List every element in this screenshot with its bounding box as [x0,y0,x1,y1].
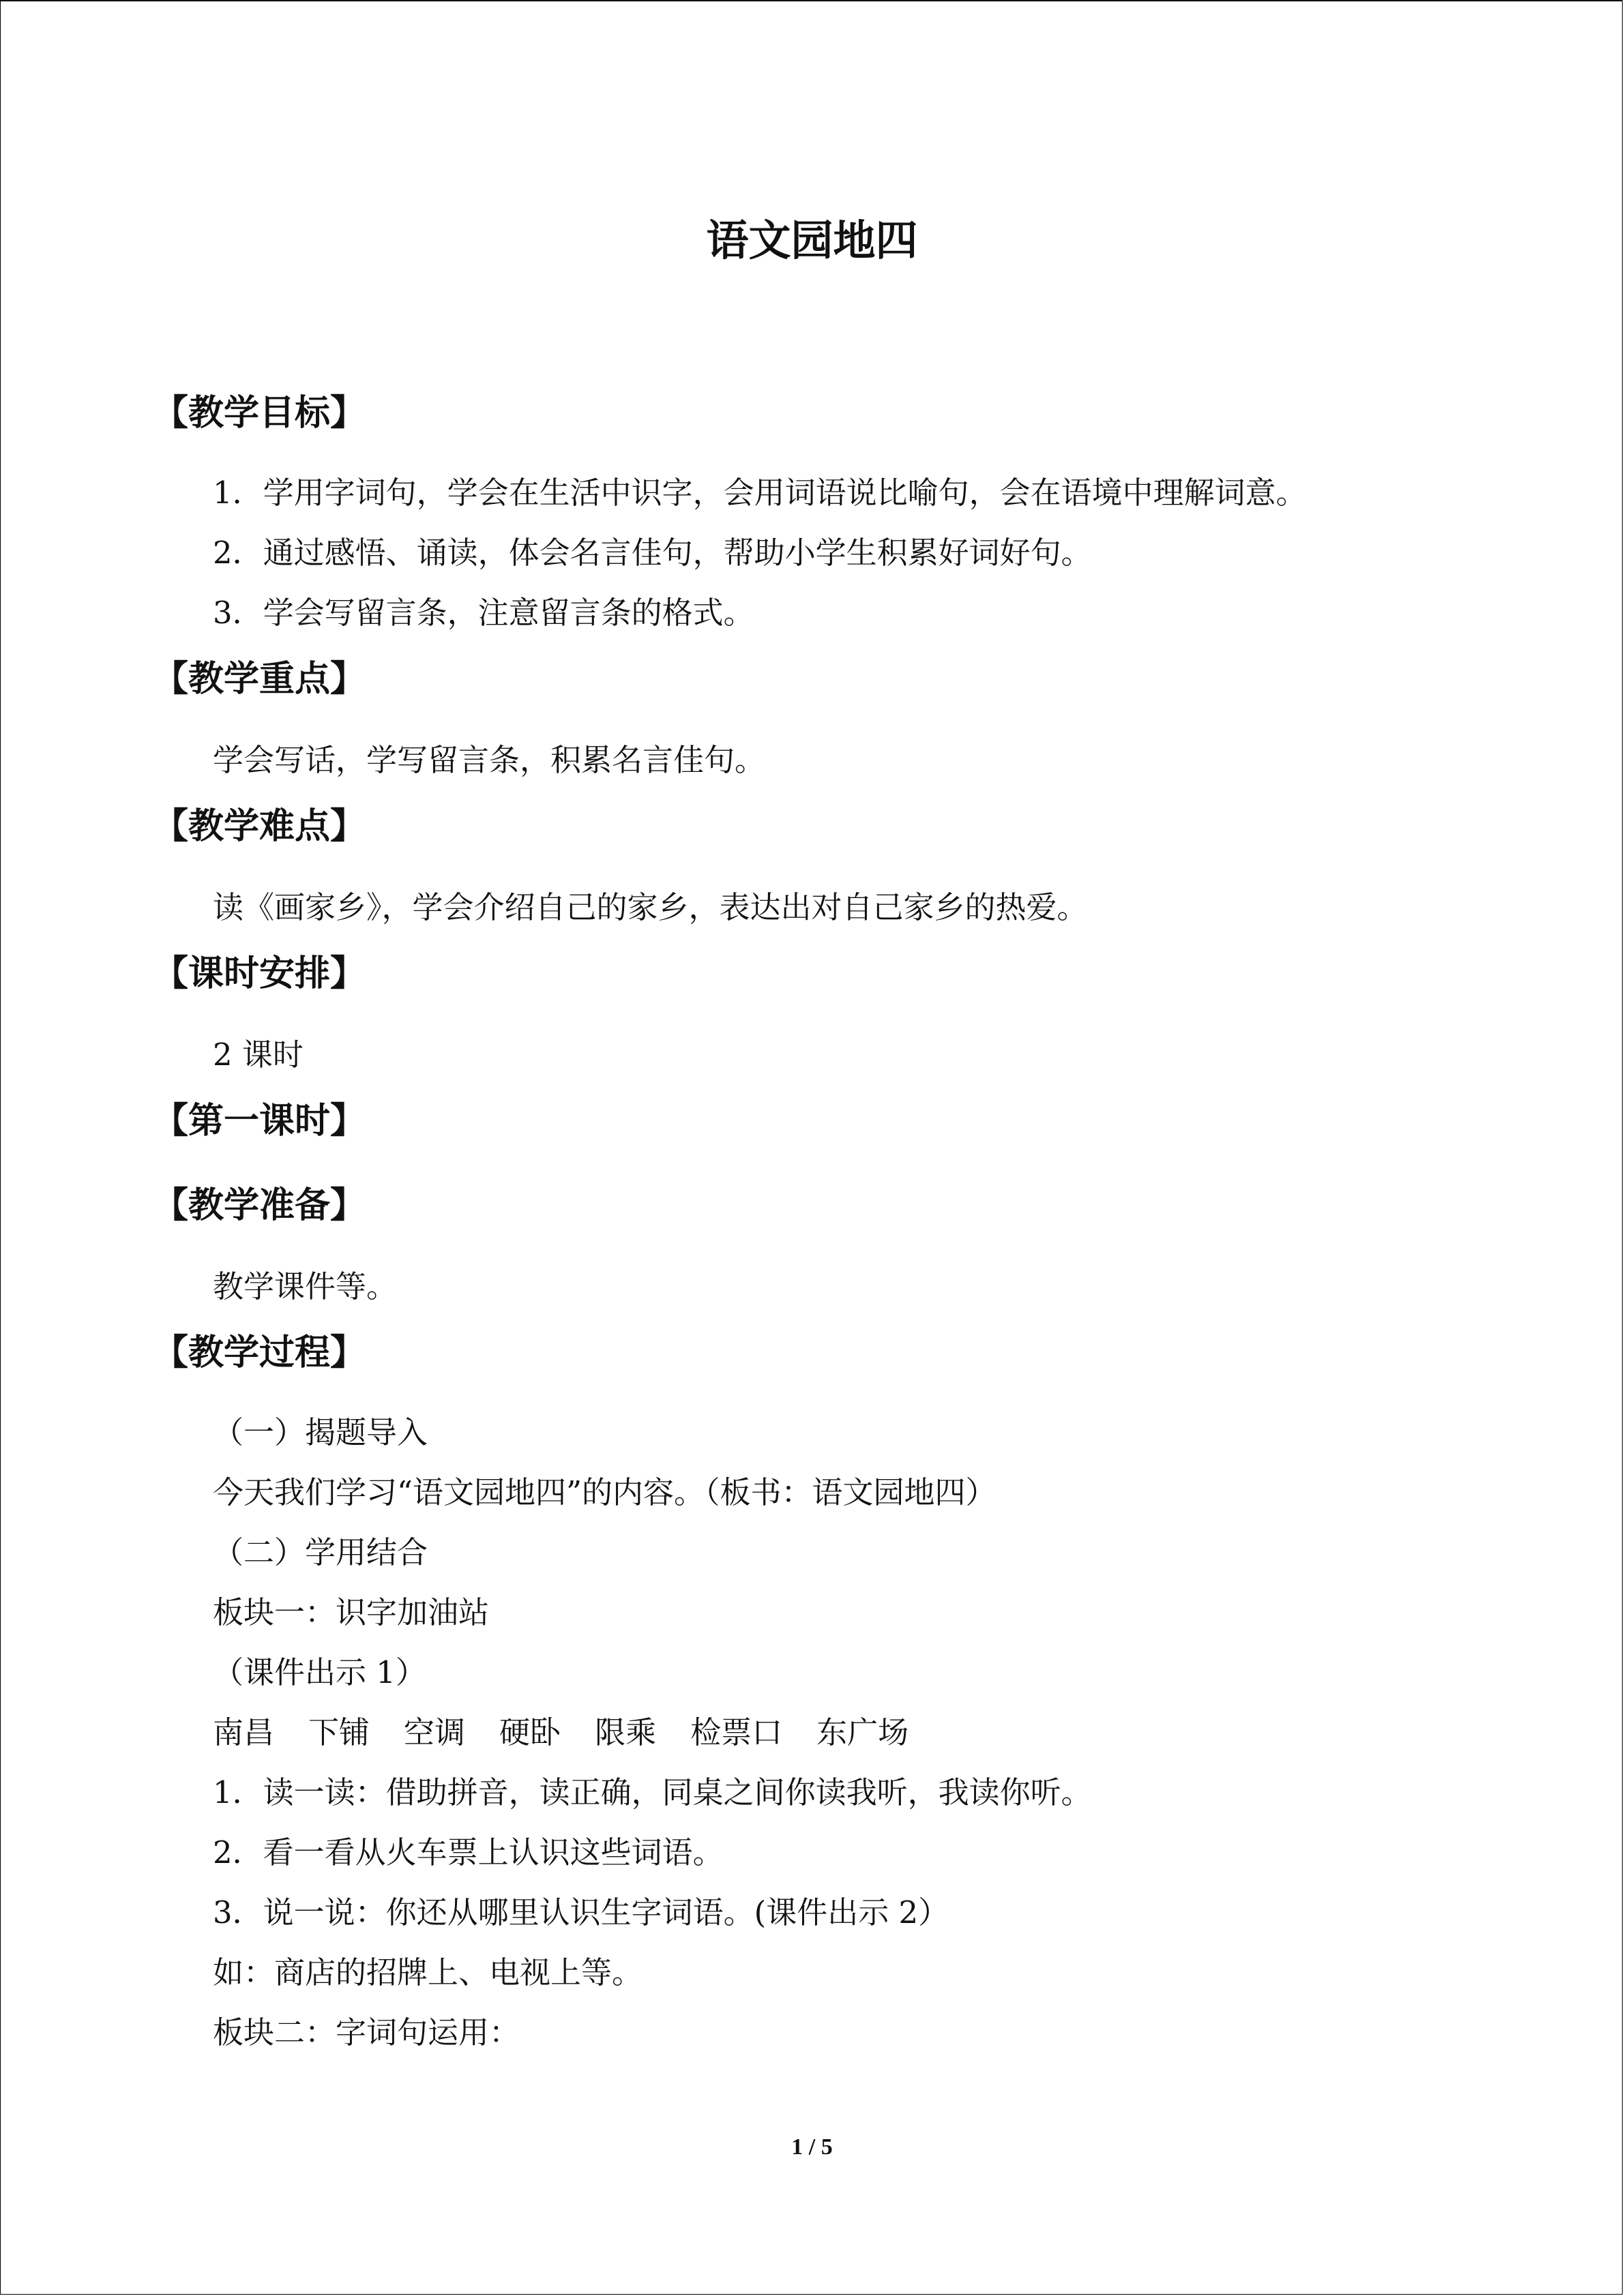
activity-item-3: 3．说一说：你还从哪里认识生字词语。(课件出示 2） [213,1894,949,1930]
key-points-heading: 【教学重点】 [153,659,366,700]
activity-item-1: 1．读一读：借助拼音，读正确，同桌之间你读我听，我读你听。 [213,1774,1092,1810]
key-points-text: 学会写话，学写留言条，积累名言佳句。 [213,742,766,778]
difficult-points-text: 读《画家乡》，学会介绍自己的家乡，表达出对自己家乡的热爱。 [213,889,1088,925]
goal-item-2: 2．通过感悟、诵读，体会名言佳句，帮助小学生积累好词好句。 [213,535,1092,571]
process-step-1: （一）揭题导入 [213,1414,428,1450]
process-heading: 【教学过程】 [153,1332,366,1373]
vocabulary-word: 下铺 [308,1714,370,1750]
block-one-title: 板块一：识字加油站 [213,1594,490,1630]
schedule-heading: 【课时安排】 [153,953,366,994]
block-two-title: 板块二：字词句运用： [213,2014,520,2051]
courseware-show-1: （课件出示 1） [213,1654,426,1690]
goals-heading: 【教学目标】 [153,393,366,434]
vocabulary-word: 硬卧 [499,1714,561,1750]
vocabulary-word: 东广场 [816,1714,909,1750]
difficult-points-heading: 【教学难点】 [153,806,366,847]
example-text: 如：商店的招牌上、电视上等。 [213,1954,643,1991]
preparation-text: 教学课件等。 [213,1268,398,1304]
vocabulary-word: 限乘 [595,1714,657,1750]
activity-item-2: 2．看一看从火车票上认识这些词语。 [213,1834,724,1870]
process-step-1-text: 今天我们学习“语文园地四”的内容。（板书：语文园地四） [213,1474,996,1510]
document-title: 语文园地四 [706,215,918,265]
page-number: 1 / 5 [791,2134,833,2160]
vocabulary-word: 南昌 [213,1714,275,1750]
goal-item-1: 1．学用字词句，学会在生活中识字，会用词语说比喻句，会在语境中理解词意。 [213,475,1307,511]
vocabulary-word-list [213,1709,943,1757]
process-step-2: （二）学用结合 [213,1534,428,1570]
schedule-text: 2 课时 [213,1037,304,1073]
goal-item-3: 3．学会写留言条，注意留言条的格式。 [213,595,754,631]
vocabulary-word: 空调 [404,1714,466,1750]
preparation-heading: 【教学准备】 [153,1185,366,1226]
vocabulary-word: 检票口 [690,1714,783,1750]
lesson-one-heading: 【第一课时】 [153,1101,366,1142]
